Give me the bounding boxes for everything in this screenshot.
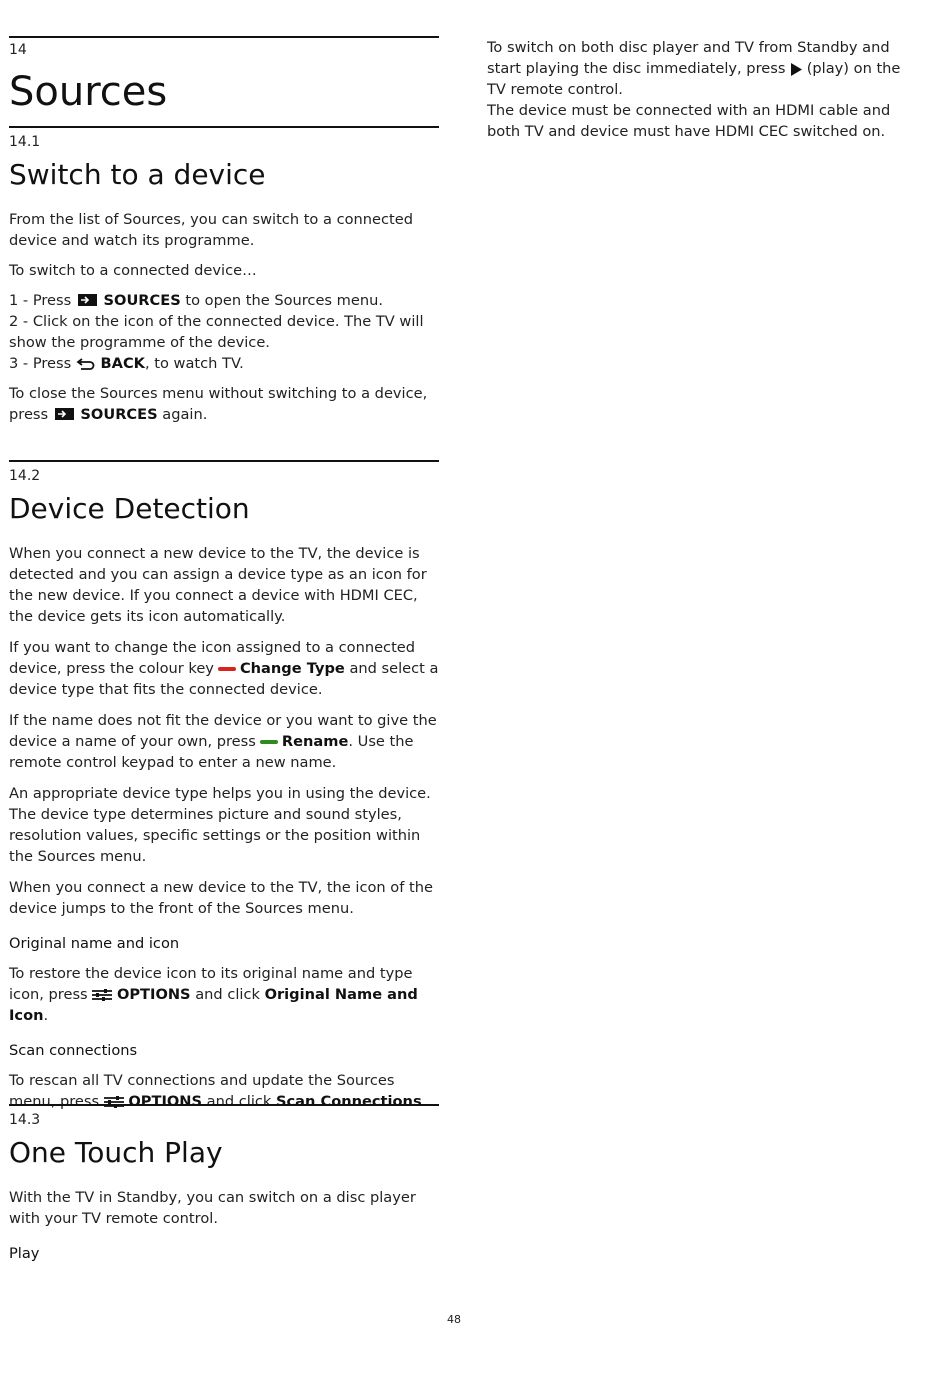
paragraph: From the list of Sources, you can switch to a connected device and watch its programme. [9,211,413,249]
chapter-number: 14 [9,42,27,58]
green-key-icon [260,740,278,744]
paragraph: An appropriate device type helps you in using the device. The device type determines picture and sound styles, resolution values, specific settings or the position within the Sources menu. [9,785,431,865]
section-title: One Touch Play [9,1136,223,1169]
section-one-touch-play [9,1104,439,1264]
paragraph-rename: If the name does not fit the device or you want to give the device a name of your own, press Rename. Use the remote control keypad to enter a new name. [9,712,437,771]
right-column [487,37,917,142]
section-number: 14.1 [9,134,41,150]
paragraph-original-name: To restore the device icon to its original name and type icon, press OPTIONS and click Original Name and Icon. [9,965,418,1024]
paragraph-change-type: If you want to change the icon assigned to a connected device, press the colour key Change Type and select a device type that fits the connected device. [9,639,439,698]
sources-icon [55,408,74,420]
chapter-rule [9,36,439,38]
subheading-play: Play [9,1245,40,1262]
section-device-detection [9,460,439,1112]
page-number: 48 [447,1313,461,1326]
step-1: 1 - Press SOURCES to open the Sources menu. [9,292,384,309]
subheading-original-name: Original name and icon [9,935,180,952]
paragraph: When you connect a new device to the TV, the icon of the device jumps to the front of the Sources menu. [9,879,433,917]
section-number: 14.3 [9,1112,41,1128]
sources-icon [78,294,97,306]
step-3: 3 - Press BACK, to watch TV. [9,355,244,372]
section-rule [9,460,439,462]
section-rule [9,1104,439,1106]
back-icon [76,358,96,370]
paragraph: When you connect a new device to the TV, the device is detected and you can assign a device type as an icon for the new device. If you connect a device with HDMI CEC, the device gets its icon automatically. [9,545,427,625]
options-icon [92,989,112,1001]
chapter-title: Sources [9,69,168,115]
paragraph-scan-connections: To rescan all TV connections and update the Sources menu, press OPTIONS and click Scan Connections. [9,1072,427,1110]
red-key-icon [218,667,236,671]
paragraph: To switch to a connected device… [9,262,257,279]
paragraph-play: To switch on both disc player and TV from Standby and start playing the disc immediately, press (play) on the TV remote control. [487,39,901,98]
subheading-scan-connections: Scan connections [9,1042,138,1059]
section-switch-to-device [9,126,439,425]
play-icon [790,63,802,76]
section-title: Switch to a device [9,158,266,191]
paragraph-hdmi: The device must be connected with an HDMI cable and both TV and device must have HDMI CEC switched on. [487,102,891,140]
paragraph: With the TV in Standby, you can switch on a disc player with your TV remote control. [9,1189,416,1227]
section-title: Device Detection [9,492,250,525]
section-rule [9,126,439,128]
step-2: 2 - Click on the icon of the connected device. The TV will show the programme of the device. [9,313,424,351]
close-paragraph: To close the Sources menu without switching to a device, press SOURCES again. [9,385,428,423]
section-number: 14.2 [9,468,41,484]
